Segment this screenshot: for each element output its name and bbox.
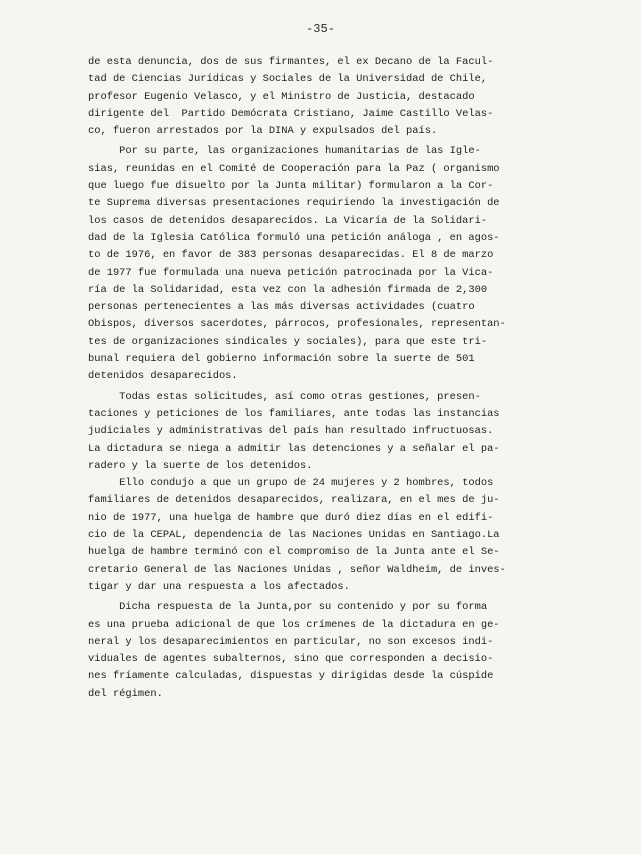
text-line: tigar y dar una respuesta a los afectados. <box>88 580 350 593</box>
paragraph-1 <box>88 54 584 140</box>
text-line: detenidos desaparecidos. <box>88 370 238 383</box>
text-line: bunal requiera del gobierno información sobre la suerte de 501 <box>88 353 475 366</box>
text-line: Por su parte, las organizaciones humanitarias de las Igle- <box>88 145 481 158</box>
text-line: personas pertenecientes a las más diversas actividades (cuatro <box>88 301 475 314</box>
text-line: tad de Ciencias Jurídicas y Sociales de la Universidad de Chile, <box>88 73 488 86</box>
text-line: co, fueron arrestados por la DINA y expulsados del país. <box>88 125 438 138</box>
text-line: cio de la CEPAL, dependencia de las Naciones Unidas en Santiago.La <box>88 529 500 542</box>
text-line: La dictadura se niega a admitir las detenciones y a señalar el pa- <box>88 442 500 455</box>
paragraph-4 <box>88 475 584 596</box>
text-line: del régimen. <box>88 687 163 700</box>
paragraph-3 <box>88 389 584 475</box>
text-line: profesor Eugenio Velasco, y el Ministro de Justicia, destacado <box>88 90 475 103</box>
text-line: te Suprema diversas presentaciones requiriendo la investigación de <box>88 197 500 210</box>
text-line: tes de organizaciones sindicales y sociales), para que este tri- <box>88 335 488 348</box>
text-line: familiares de detenidos desaparecidos, realizara, en el mes de ju- <box>88 494 500 507</box>
text-line: Todas estas solicitudes, así como otras gestiones, presen- <box>88 390 481 403</box>
text-line: Dicha respuesta de la Junta,por su contenido y por su forma <box>88 601 488 614</box>
text-line: es una prueba adicional de que los crímenes de la dictadura en ge- <box>88 618 500 631</box>
text-line: nio de 1977, una huelga de hambre que duró diez días en el edifi- <box>88 511 494 524</box>
text-line: ría de la Solidaridad, esta vez con la adhesión firmada de 2,300 <box>88 283 488 296</box>
text-line: nes fríamente calculadas, dispuestas y dirigidas desde la cúspide <box>88 670 494 683</box>
text-line: judiciales y administrativas del país han resultado infructuosas. <box>88 425 494 438</box>
page-number: -35- <box>306 22 335 36</box>
text-line: radero y la suerte de los detenidos. <box>88 459 313 472</box>
text-line: Ello condujo a que un grupo de 24 mujeres y 2 hombres, todos <box>88 477 494 490</box>
text-line: taciones y peticiones de los familiares, ante todas las instancias <box>88 407 500 420</box>
text-line: los casos de detenidos desaparecidos. La Vicaría de la Solidari- <box>88 214 488 227</box>
text-line: dirigente del Partido Demócrata Cristiano, Jaime Castillo Velas- <box>88 107 494 120</box>
text-line: to de 1976, en favor de 383 personas desaparecidas. El 8 de marzo <box>88 249 494 262</box>
paragraph-5 <box>88 599 584 703</box>
text-line: huelga de hambre terminó con el compromiso de la Junta ante el Se- <box>88 546 500 559</box>
text-line: de 1977 fue formulada una nueva petición patrocinada por la Vica- <box>88 266 494 279</box>
body-text <box>88 54 584 703</box>
text-line: de esta denuncia, dos de sus firmantes, el ex Decano de la Facul- <box>88 56 494 68</box>
text-line: Obispos, diversos sacerdotes, párrocos, profesionales, representan- <box>88 318 506 331</box>
text-line: neral y los desaparecimientos en particular, no son excesos indi- <box>88 635 494 648</box>
paragraph-2 <box>88 143 584 385</box>
text-line: dad de la Iglesia Católica formuló una petición análoga , en agos- <box>88 231 500 244</box>
text-line: que luego fue disuelto por la Junta militar) formularon a la Cor- <box>88 180 494 193</box>
text-line: cretario General de las Naciones Unidas , señor Waldheim, de inves- <box>88 563 506 576</box>
text-line: sias, reunidas en el Comité de Cooperación para la Paz ( organismo <box>88 162 500 175</box>
text-line: viduales de agentes subalternos, sino que corresponden a decisio- <box>88 653 494 666</box>
